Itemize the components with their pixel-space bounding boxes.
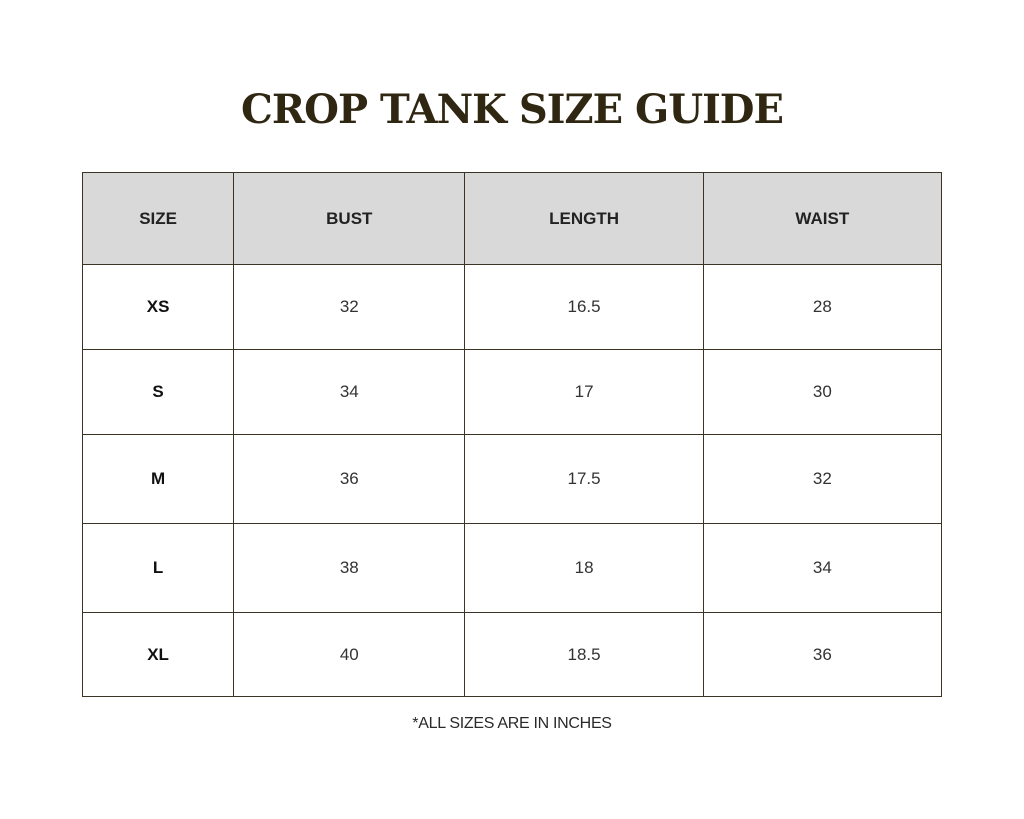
column-header-size: SIZE <box>83 173 234 265</box>
column-header-length: LENGTH <box>465 173 703 265</box>
length-cell: 17 <box>465 350 703 435</box>
page-title: CROP TANK SIZE GUIDE <box>241 86 783 133</box>
table-row <box>83 435 942 524</box>
size-cell: S <box>83 350 234 435</box>
waist-cell: 36 <box>703 613 941 697</box>
bust-cell: 40 <box>234 613 465 697</box>
length-cell: 16.5 <box>465 265 703 350</box>
column-header-waist: WAIST <box>703 173 941 265</box>
length-cell: 18 <box>465 524 703 613</box>
table-header-row <box>83 173 942 265</box>
bust-cell: 36 <box>234 435 465 524</box>
waist-cell: 28 <box>703 265 941 350</box>
length-cell: 18.5 <box>465 613 703 697</box>
units-footnote: *ALL SIZES ARE IN INCHES <box>412 715 612 732</box>
length-cell: 17.5 <box>465 435 703 524</box>
size-cell: L <box>83 524 234 613</box>
size-guide-table <box>82 172 942 697</box>
waist-cell: 32 <box>703 435 941 524</box>
table-row <box>83 350 942 435</box>
size-cell: M <box>83 435 234 524</box>
size-cell: XL <box>83 613 234 697</box>
bust-cell: 32 <box>234 265 465 350</box>
table-row <box>83 613 942 697</box>
bust-cell: 34 <box>234 350 465 435</box>
waist-cell: 34 <box>703 524 941 613</box>
table-row <box>83 265 942 350</box>
table-row <box>83 524 942 613</box>
size-cell: XS <box>83 265 234 350</box>
waist-cell: 30 <box>703 350 941 435</box>
column-header-bust: BUST <box>234 173 465 265</box>
bust-cell: 38 <box>234 524 465 613</box>
